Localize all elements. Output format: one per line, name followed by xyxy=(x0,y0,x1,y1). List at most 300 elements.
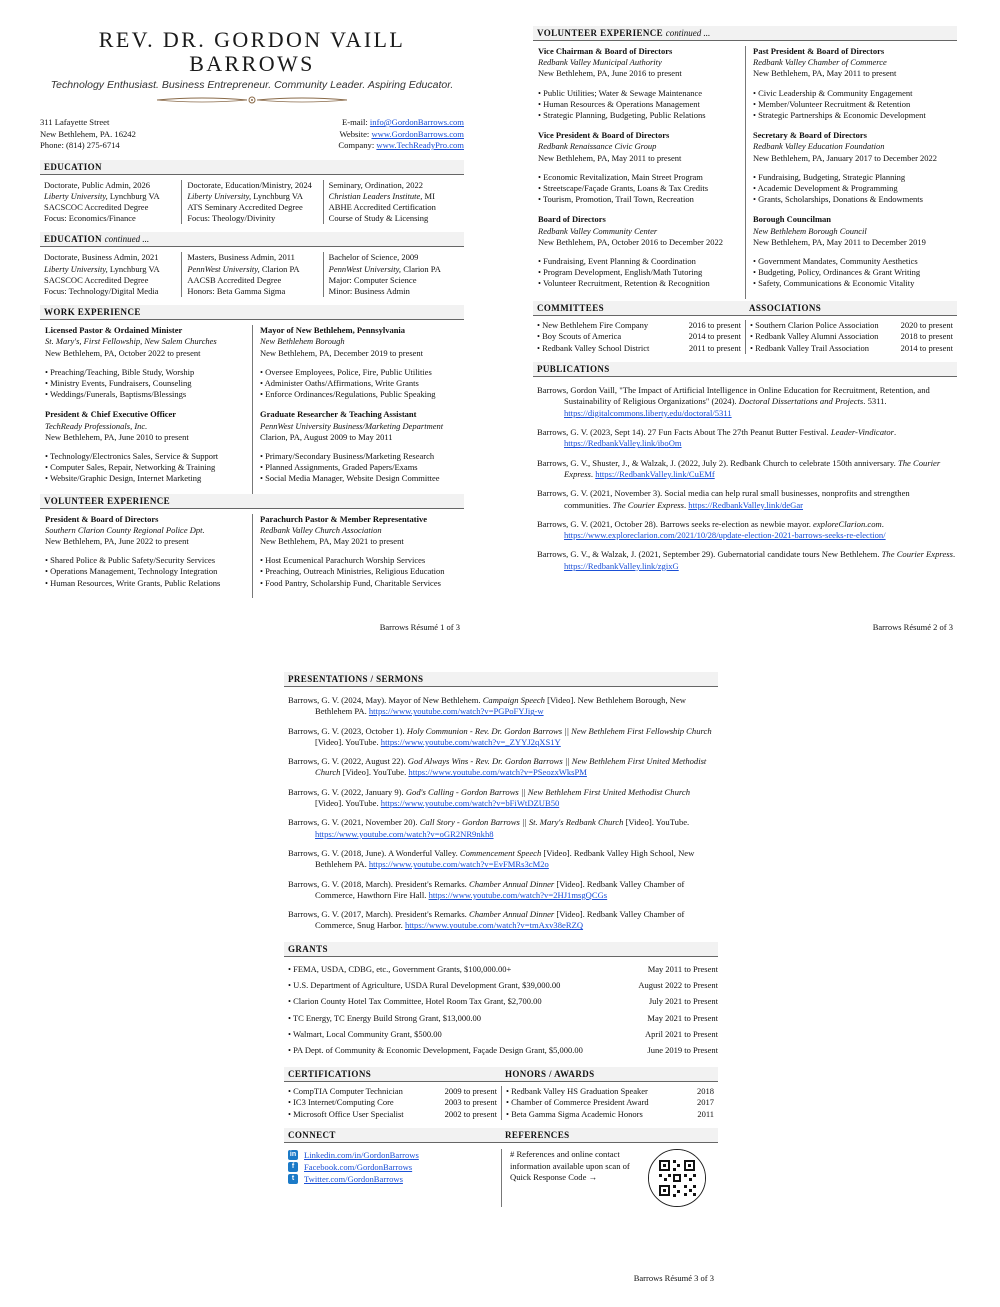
grant-item xyxy=(288,977,718,993)
citation-text: . xyxy=(894,427,897,438)
citation-text: Barrows, G. V. (2017, March). President's Remarks. xyxy=(288,909,469,920)
institution xyxy=(44,191,181,202)
citation-link[interactable]: https://www.youtube.com/watch?v=bFiWtDZUB50 xyxy=(380,798,560,809)
duties-list xyxy=(260,555,464,589)
page-footer-3: Barrows Résumé 3 of 3 xyxy=(633,1273,714,1283)
citation-text: Barrows, G. V. (2021, November 20). xyxy=(288,817,420,828)
grant-item xyxy=(288,961,718,977)
presentations-list xyxy=(284,695,718,932)
citation-text: Barrows, G. V. (2023, Sept 14). 27 Fun Facts About The 27th Peanut Butter Festival. xyxy=(537,427,831,438)
experience-entry xyxy=(538,214,745,289)
location-dates: New Bethlehem, PA, June 2010 to present xyxy=(45,431,189,442)
references-text: # References and online contact information available upon scan of Quick Response Code → xyxy=(510,1149,630,1183)
organization: Southern Clarion County Regional Police Dpt. xyxy=(45,524,205,535)
institution-name: Christian Leaders Institute, xyxy=(328,190,423,201)
duties-list xyxy=(538,172,745,206)
citation-source: exploreClarion.com xyxy=(813,518,882,529)
duty-item: • Computer Sales, Repair, Networking & Training xyxy=(45,462,216,473)
duty-item: • Enforce Ordinances/Regulations, Public Speaking xyxy=(260,389,436,400)
job-title: Graduate Researcher & Teaching Assistant xyxy=(260,409,417,420)
honor-item-date: 2017 xyxy=(697,1097,714,1108)
duty-item: • Volunteer Recruitment, Retention & Recognition xyxy=(538,278,710,289)
duty-item: • Preaching/Teaching, Bible Study, Worship xyxy=(45,366,195,377)
citation-link[interactable]: https://www.exploreclarion.com/2021/10/28/update-election-2021-barrows-seeks-re-election/ xyxy=(564,530,886,541)
experience-entry xyxy=(45,409,252,484)
citation-text: Barrows, G. V. (2021, October 28). Barrows seeks re-election as newbie mayor. xyxy=(537,518,814,529)
degree: Doctorate, Public Admin, 2026 xyxy=(44,179,151,190)
location-dates: Clarion, PA, August 2009 to May 2011 xyxy=(260,431,393,442)
duty-item: • Safety, Communications & Economic Vitality xyxy=(753,278,915,289)
section-work-experience: WORK EXPERIENCE xyxy=(40,305,464,320)
education-entry xyxy=(323,252,464,297)
page-footer-2: Barrows Résumé 2 of 3 xyxy=(872,622,953,632)
presentation-item xyxy=(288,848,718,871)
organization: Redbank Renaissance Civic Group xyxy=(538,141,657,152)
job-title: Borough Councilman xyxy=(753,214,832,225)
column-left xyxy=(40,325,252,493)
education-entry xyxy=(181,180,322,225)
duty-item: • Budgeting, Policy, Ordinances & Grant Writing xyxy=(753,267,921,278)
address: 311 Lafayette Street New Bethlehem, PA. 16242 Phone: (814) 275-6714 xyxy=(40,117,136,150)
publication-item xyxy=(537,385,957,419)
education-entry xyxy=(181,252,322,297)
location-dates: New Bethlehem, PA, June 2016 to present xyxy=(538,68,682,79)
citation-text: . xyxy=(684,499,689,510)
publications-list xyxy=(533,385,957,572)
citation-text: Barrows, G. V. (2022, January 9). xyxy=(288,786,406,797)
duties-list xyxy=(260,451,464,485)
institution xyxy=(44,264,181,275)
education-entry xyxy=(40,252,181,297)
grant-name: • U.S. Department of Agriculture, USDA Rural Development Grant, $39,000.00 xyxy=(288,980,561,991)
column-right xyxy=(745,46,957,299)
association-item: • Redbank Valley Trail Association xyxy=(750,342,869,353)
duties-list xyxy=(45,451,252,485)
social-links xyxy=(284,1149,501,1207)
committee-item-date: 2016 to present xyxy=(688,319,741,330)
certification-item: • Microsoft Office User Specialist xyxy=(288,1108,404,1119)
education-grid xyxy=(40,180,464,225)
job-title: Secretary & Board of Directors xyxy=(753,130,867,141)
grant-date: August 2022 to Present xyxy=(638,980,718,991)
citation-source: Commencement Speech xyxy=(459,847,542,858)
organization: New Bethlehem Borough xyxy=(260,336,345,347)
organization: Redbank Valley Municipal Authority xyxy=(538,57,662,68)
experience-entry xyxy=(260,514,464,589)
association-item: • Redbank Valley Alumni Association xyxy=(750,331,879,342)
organization: Redbank Valley Education Foundation xyxy=(753,141,885,152)
experience-entry xyxy=(260,325,464,400)
focus: Minor: Business Admin xyxy=(328,285,410,296)
job-title: Licensed Pastor & Ordained Minister xyxy=(45,325,183,336)
tagline: Technology Enthusiast. Business Entrepreneur. Community Leader. Aspiring Educator. xyxy=(50,79,454,91)
citation-source: The Courier Express xyxy=(881,549,953,560)
citation-source: The Courier Express xyxy=(564,457,941,479)
duties-list xyxy=(538,256,745,290)
citation-text: [Video]. Redbank Valley Chamber of Commerce, Hawthorn Fire Hall. xyxy=(315,878,685,900)
committees-associations-table xyxy=(533,320,957,355)
location-dates: New Bethlehem, PA, May 2021 to present xyxy=(260,535,404,546)
citation-text: [Video]. New Bethlehem Borough, New Bethlehem PA. xyxy=(315,695,686,717)
duty-item: • Strategic Partnerships & Economic Development xyxy=(753,110,926,121)
social-link-row xyxy=(288,1161,501,1173)
organization: St. Mary's, First Fellowship, New Salem Churches xyxy=(45,336,217,347)
column-right xyxy=(252,325,464,493)
section-connect: CONNECT xyxy=(284,1128,501,1143)
duty-item: • Human Resources, Write Grants, Public Relations xyxy=(45,577,221,588)
duty-item: • Member/Volunteer Recruitment & Retention xyxy=(753,98,911,109)
honor-item: • Redbank Valley HS Graduation Speaker xyxy=(506,1085,648,1096)
presentation-item xyxy=(288,695,718,718)
citation-text: Barrows, G. V. (2023, October 1). xyxy=(288,725,407,736)
citation-source: Doctoral Dissertations and Projects xyxy=(738,396,864,407)
duty-item: • Fundraising, Event Planning & Coordination xyxy=(538,256,696,267)
citation-text: . 5311. xyxy=(863,396,887,407)
citation-link[interactable]: https://www.youtube.com/watch?v=_ZYYJ2qXS1Y xyxy=(380,736,561,747)
work-grid xyxy=(40,325,464,493)
degree: Doctorate, Education/Ministry, 2024 xyxy=(187,179,312,190)
organization: Redbank Valley Church Association xyxy=(260,524,382,535)
grants-list xyxy=(284,961,718,1059)
citation-link[interactable]: https://www.youtube.com/watch?v=EvFMRs3cM2o xyxy=(368,859,549,870)
education-entry xyxy=(40,180,181,225)
committee-item: • New Bethlehem Fire Company xyxy=(537,319,649,330)
citation-text: [Video]. YouTube. xyxy=(315,736,381,747)
citation-source: Chamber Annual Dinner xyxy=(468,878,555,889)
duties-list xyxy=(753,88,957,122)
education-grid-2 xyxy=(40,252,464,297)
citation-text: Barrows, Gordon Vaill, "The Impact of Artificial Intelligence in Online Education for Recruitment, Retention, and Sustainability of Religious Organizations" (2024). xyxy=(537,385,930,407)
institution-name: Liberty University, xyxy=(187,190,252,201)
presentation-item xyxy=(288,756,718,779)
location-dates: New Bethlehem, PA, June 2022 to present xyxy=(45,535,189,546)
focus: Focus: Theology/Divinity xyxy=(187,213,276,224)
grant-item xyxy=(288,1026,718,1042)
duty-item: • Weddings/Funerals, Baptisms/Blessings xyxy=(45,389,187,400)
grant-item xyxy=(288,1042,718,1058)
focus: Focus: Economics/Finance xyxy=(44,213,136,224)
duty-item: • Program Development, English/Math Tutoring xyxy=(538,267,703,278)
location-dates: New Bethlehem, PA, January 2017 to December 2022 xyxy=(753,152,938,163)
grant-date: April 2021 to Present xyxy=(645,1028,718,1039)
duty-item: • Public Utilities; Water & Sewage Maintenance xyxy=(538,87,703,98)
duties-list xyxy=(45,555,252,589)
email-link[interactable]: info@GordonBarrows.com xyxy=(369,117,464,127)
duty-item: • Primary/Secondary Business/Marketing Research xyxy=(260,450,435,461)
grant-item xyxy=(288,993,718,1009)
resume-page-1 xyxy=(40,22,464,632)
focus: Honors: Beta Gamma Sigma xyxy=(187,285,286,296)
citation-text: . xyxy=(590,468,596,479)
degree: Masters, Business Admin, 2011 xyxy=(187,252,295,263)
duties-list xyxy=(753,172,957,206)
duties-list xyxy=(538,88,745,122)
publication-item xyxy=(537,519,957,542)
duty-item: • Strategic Planning, Budgeting, Public Relations xyxy=(538,110,706,121)
institution xyxy=(329,191,464,202)
association-item: • Southern Clarion Police Association xyxy=(750,319,879,330)
citation-text: Barrows, G. V. (2018, June). A Wonderful Valley. xyxy=(288,847,460,858)
citation-link[interactable]: https://RedbankValley.link/deGar xyxy=(688,499,804,510)
citation-source: The Courier Express xyxy=(612,499,684,510)
job-title: Mayor of New Bethlehem, Pennsylvania xyxy=(260,325,406,336)
ornament-divider xyxy=(40,93,464,105)
citation-link[interactable]: https://RedbankValley.link/iboOm xyxy=(564,438,682,449)
citation-text: Barrows, G. V. (2018, March). President's Remarks. xyxy=(288,878,469,889)
job-title: Vice President & Board of Directors xyxy=(538,130,670,141)
accreditation: SACSCOC Accredited Degree xyxy=(44,201,149,212)
section-references: REFERENCES xyxy=(501,1128,718,1143)
institution-location: Lynchburg VA xyxy=(251,190,304,201)
institution-location: Lynchburg VA xyxy=(107,190,160,201)
duty-item: • Streetscape/Façade Grants, Loans & Tax Credits xyxy=(538,183,709,194)
citation-link[interactable]: https://www.youtube.com/watch?v=oGR2NR9nkh8 xyxy=(315,828,494,839)
grant-item xyxy=(288,1010,718,1026)
duty-item: • Academic Development & Programming xyxy=(753,183,898,194)
presentation-item xyxy=(288,787,718,810)
institution-location: Clarion PA xyxy=(401,263,441,274)
focus: Course of Study & Licensing xyxy=(328,213,429,224)
citation-source: Leader-Vindicator xyxy=(830,427,895,438)
job-title: Board of Directors xyxy=(538,214,606,225)
institution xyxy=(187,191,322,202)
resume-page-2 xyxy=(533,22,957,632)
location-dates: New Bethlehem, PA, May 2011 to present xyxy=(753,68,897,79)
linkedin-icon: in xyxy=(289,1151,297,1159)
location-dates: New Bethlehem, PA, October 2022 to present xyxy=(45,347,201,358)
experience-entry xyxy=(753,46,957,121)
grant-name: • FEMA, USDA, CDBG, etc., Government Grants, $100,000.00+ xyxy=(288,963,512,974)
presentation-item xyxy=(288,879,718,902)
duty-item: • Social Media Manager, Website Design Committee xyxy=(260,473,440,484)
candidate-name: REV. DR. GORDON VAILL BARROWS xyxy=(98,27,406,76)
certification-item: • IC3 Internet/Computing Core xyxy=(288,1097,394,1108)
duty-item: • Human Resources & Operations Management xyxy=(538,98,700,109)
citation-text: [Video]. Redbank Valley Chamber of Commerce, Snug Harbor. xyxy=(315,909,685,931)
duty-item: • Operations Management, Technology Integration xyxy=(45,566,218,577)
cert-honors-table xyxy=(284,1086,718,1121)
citation-source: Campaign Speech xyxy=(482,695,545,705)
citation-text: Barrows, G. V., & Walzak, J. (2021, September 29). Gubernatorial candidate tours New Bethlehem. xyxy=(537,549,882,560)
committee-item-date: 2011 to present xyxy=(688,342,741,353)
citation-source: God Always Wins - Rev. Dr. Gordon Barrows || New Bethlehem First United Methodist Church xyxy=(315,756,707,778)
section-publications: PUBLICATIONS xyxy=(533,362,957,377)
grant-name: • Walmart, Local Community Grant, $500.00 xyxy=(288,1028,442,1039)
citation-source: God's Calling - Gordon Barrows || New Bethlehem First United Methodist Church xyxy=(405,786,691,797)
duty-item: • Technology/Electronics Sales, Service & Support xyxy=(45,450,219,461)
presentation-item xyxy=(288,817,718,840)
citation-text: Barrows, G. V., Shuster, J., & Walzak, J. (2022, July 2). Redbank Church to celebrate 150th anniversary. xyxy=(537,457,898,468)
location-dates: New Bethlehem, PA, December 2019 to present xyxy=(260,347,424,358)
experience-entry xyxy=(45,514,252,589)
grant-name: • PA Dept. of Community & Economic Development, Façade Design Grant, $5,000.00 xyxy=(288,1045,583,1056)
job-title: President & Board of Directors xyxy=(45,513,159,524)
section-committees: COMMITTEES xyxy=(533,301,745,316)
institution xyxy=(187,264,322,275)
grant-name: • Clarion County Hotel Tax Committee, Hotel Room Tax Grant, $2,700.00 xyxy=(288,996,542,1007)
online-contacts: E-mail: info@GordonBarrows.com Website: www.GordonBarrows.com Company: www.TechReadyPro.com xyxy=(338,117,464,150)
citation-link[interactable]: https://www.youtube.com/watch?v=PGPoFYJig-w xyxy=(368,706,544,717)
institution-location: MI xyxy=(422,190,435,201)
citation-source: Call Story - Gordon Barrows || St. Mary's Redbank Church xyxy=(419,817,624,828)
duty-item: • Website/Graphic Design, Internet Marketing xyxy=(45,473,202,484)
organization: PennWest University Business/Marketing Department xyxy=(260,420,444,431)
institution-name: Liberty University, xyxy=(44,263,108,274)
certification-item-date: 2003 to present xyxy=(444,1097,497,1108)
facebook-icon: f xyxy=(288,1162,298,1172)
citation-link[interactable]: https://RedbankValley.link/zgixG xyxy=(564,560,679,571)
association-item-date: 2018 to present xyxy=(900,331,953,342)
accreditation: AACSB Accredited Degree xyxy=(187,274,282,285)
association-item-date: 2020 to present xyxy=(900,319,953,330)
organization: Redbank Valley Community Center xyxy=(538,225,658,236)
duty-item: • Preaching, Outreach Ministries, Religious Education xyxy=(260,566,445,577)
certification-item: • CompTIA Computer Technician xyxy=(288,1085,403,1096)
institution-name: PennWest University, xyxy=(328,263,402,274)
citation-text: . xyxy=(952,549,956,560)
degree: Bachelor of Science, 2009 xyxy=(328,252,419,263)
contact-block xyxy=(40,117,464,152)
citation-text: [Video]. Redbank Valley High School, New Bethlehem PA. xyxy=(315,847,695,870)
duty-item: • Oversee Employees, Police, Fire, Public Utilities xyxy=(260,366,432,377)
duties-list xyxy=(753,256,957,290)
organization: TechReady Professionals, Inc. xyxy=(45,420,148,431)
volunteer-grid xyxy=(40,514,464,598)
job-title: Vice Chairman & Board of Directors xyxy=(538,46,673,56)
section-education: EDUCATION xyxy=(40,160,464,175)
citation-text: Barrows, G. V. (2024, May). Mayor of New Bethlehem. xyxy=(288,695,483,705)
section-education-continued: EDUCATION continued ... xyxy=(40,232,464,247)
accreditation: SACSCOC Accredited Degree xyxy=(44,274,149,285)
section-certifications: CERTIFICATIONS xyxy=(284,1067,501,1082)
social-link-row xyxy=(288,1173,501,1185)
citation-text: . xyxy=(881,518,884,529)
duty-item: • Fundraising, Budgeting, Strategic Planning xyxy=(753,171,906,182)
degree: Seminary, Ordination, 2022 xyxy=(328,179,424,190)
duty-item: • Grants, Scholarships, Donations & Endowments xyxy=(753,194,923,205)
location-dates: New Bethlehem, PA, May 2011 to present xyxy=(538,152,682,163)
job-title: Past President & Board of Directors xyxy=(753,46,885,56)
grant-name: • TC Energy, TC Energy Build Strong Grant, $13,000.00 xyxy=(288,1012,482,1023)
experience-entry xyxy=(753,130,957,205)
job-title: Parachurch Pastor & Member Representative xyxy=(260,513,427,524)
publication-item xyxy=(537,549,957,572)
citation-source: Holy Communion - Rev. Dr. Gordon Barrows || New Bethlehem First Fellowship Church xyxy=(406,725,712,736)
institution xyxy=(329,264,464,275)
experience-entry xyxy=(260,409,464,484)
committee-item-date: 2014 to present xyxy=(688,331,741,342)
presentation-item xyxy=(288,726,718,749)
duty-item: • Civic Leadership & Community Engagement xyxy=(753,87,913,98)
section-associations: ASSOCIATIONS xyxy=(745,301,957,316)
institution-name: PennWest University, xyxy=(187,263,260,274)
experience-entry xyxy=(538,46,745,121)
citation-link[interactable]: https://www.youtube.com/watch?v=2HJ1msgQCGs xyxy=(428,889,608,900)
publication-item xyxy=(537,458,957,481)
citation-text: [Video]. YouTube. xyxy=(340,767,409,778)
duty-item: • Economic Revitalization, Main Street Program xyxy=(538,171,703,182)
accreditation: ABHE Accredited Certification xyxy=(328,201,436,212)
experience-entry xyxy=(45,325,252,400)
section-grants: GRANTS xyxy=(284,942,718,957)
resume-page-3 xyxy=(284,668,718,1283)
honor-item-date: 2011 xyxy=(697,1108,714,1119)
social-link[interactable]: Facebook.com/GordonBarrows xyxy=(304,1162,413,1173)
grant-date: July 2021 to Present xyxy=(648,996,718,1007)
section-volunteer-continued: VOLUNTEER EXPERIENCE continued ... xyxy=(533,26,957,41)
organization: Redbank Valley Chamber of Commerce xyxy=(753,57,887,68)
duty-item: • Host Ecumenical Parachurch Worship Services xyxy=(260,555,426,566)
committees-associations-headers xyxy=(533,301,957,316)
qr-code-icon[interactable] xyxy=(648,1149,706,1207)
focus: Focus: Technology/Digital Media xyxy=(44,285,159,296)
location-dates: New Bethlehem, PA, October 2016 to December 2022 xyxy=(538,236,723,247)
accreditation: Major: Computer Science xyxy=(328,274,417,285)
duty-item: • Administer Oaths/Affirmations, Write Grants xyxy=(260,377,419,388)
association-item-date: 2014 to present xyxy=(900,342,953,353)
institution-name: Liberty University, xyxy=(44,190,108,201)
citation-text: [Video]. YouTube. xyxy=(315,798,381,809)
duties-list xyxy=(45,367,252,401)
website-link[interactable]: www.GordonBarrows.com xyxy=(371,128,464,139)
page-footer-1: Barrows Résumé 1 of 3 xyxy=(379,622,460,632)
cert-honors-headers xyxy=(284,1067,718,1082)
citation-source: Chamber Annual Dinner xyxy=(468,909,555,920)
twitter-icon: t xyxy=(288,1174,298,1184)
social-link[interactable]: Linkedin.com/in/GordonBarrows xyxy=(304,1150,419,1161)
institution-location: Clarion PA xyxy=(259,263,300,274)
social-link-row xyxy=(288,1149,501,1161)
presentation-item xyxy=(288,909,718,932)
institution-location: Lynchburg VA xyxy=(107,263,160,274)
social-link[interactable]: Twitter.com/GordonBarrows xyxy=(304,1174,403,1185)
committee-item: • Redbank Valley School District xyxy=(537,342,650,353)
grant-date: May 2021 to Present xyxy=(647,1012,718,1023)
duty-item: • Government Mandates, Community Aesthetics xyxy=(753,256,918,267)
volunteer-grid-2 xyxy=(533,46,957,299)
citation-link[interactable]: https://www.youtube.com/watch?v=tmAxv38eRZQ xyxy=(404,920,584,931)
education-entry xyxy=(323,180,464,225)
honor-item: • Beta Gamma Sigma Academic Honors xyxy=(506,1108,643,1119)
column-right xyxy=(252,514,464,598)
duty-item: • Food Pantry, Scholarship Fund, Charitable Services xyxy=(260,577,441,588)
experience-entry xyxy=(538,130,745,205)
citation-text: [Video]. YouTube. xyxy=(623,817,690,828)
duty-item: • Planned Assignments, Graded Papers/Exams xyxy=(260,462,418,473)
committee-item: • Boy Scouts of America xyxy=(537,331,622,342)
experience-entry xyxy=(753,214,957,289)
grant-date: June 2019 to Present xyxy=(647,1045,718,1056)
job-title: President & Chief Executive Officer xyxy=(45,409,177,420)
duty-item: • Ministry Events, Fundraisers, Counseling xyxy=(45,377,192,388)
citation-link[interactable]: https://digitalcommons.liberty.edu/doctoral/5311 xyxy=(564,407,732,418)
publication-item xyxy=(537,488,957,511)
honor-item-date: 2018 xyxy=(697,1085,714,1096)
company-link[interactable]: www.TechReadyPro.com xyxy=(376,140,464,150)
accreditation: ATS Seminary Accredited Degree xyxy=(187,201,303,212)
citation-link[interactable]: https://RedbankValley.link/CuEMf xyxy=(595,468,715,479)
connect-references-headers xyxy=(284,1128,718,1143)
organization: New Bethlehem Borough Council xyxy=(753,225,867,236)
connect-references-body xyxy=(284,1149,718,1207)
citation-text: Barrows, G. V. (2021, November 3). Social media can help rural small businesses, nonprofits and strengthen communities. xyxy=(537,488,910,510)
citation-link[interactable]: https://www.youtube.com/watch?v=PSeozxWksPM xyxy=(408,767,587,778)
certification-item-date: 2009 to present xyxy=(444,1085,497,1096)
column-left xyxy=(533,46,745,299)
section-presentations: PRESENTATIONS / SERMONS xyxy=(284,672,718,687)
grant-date: May 2011 to Present xyxy=(647,963,718,974)
column-left xyxy=(40,514,252,598)
